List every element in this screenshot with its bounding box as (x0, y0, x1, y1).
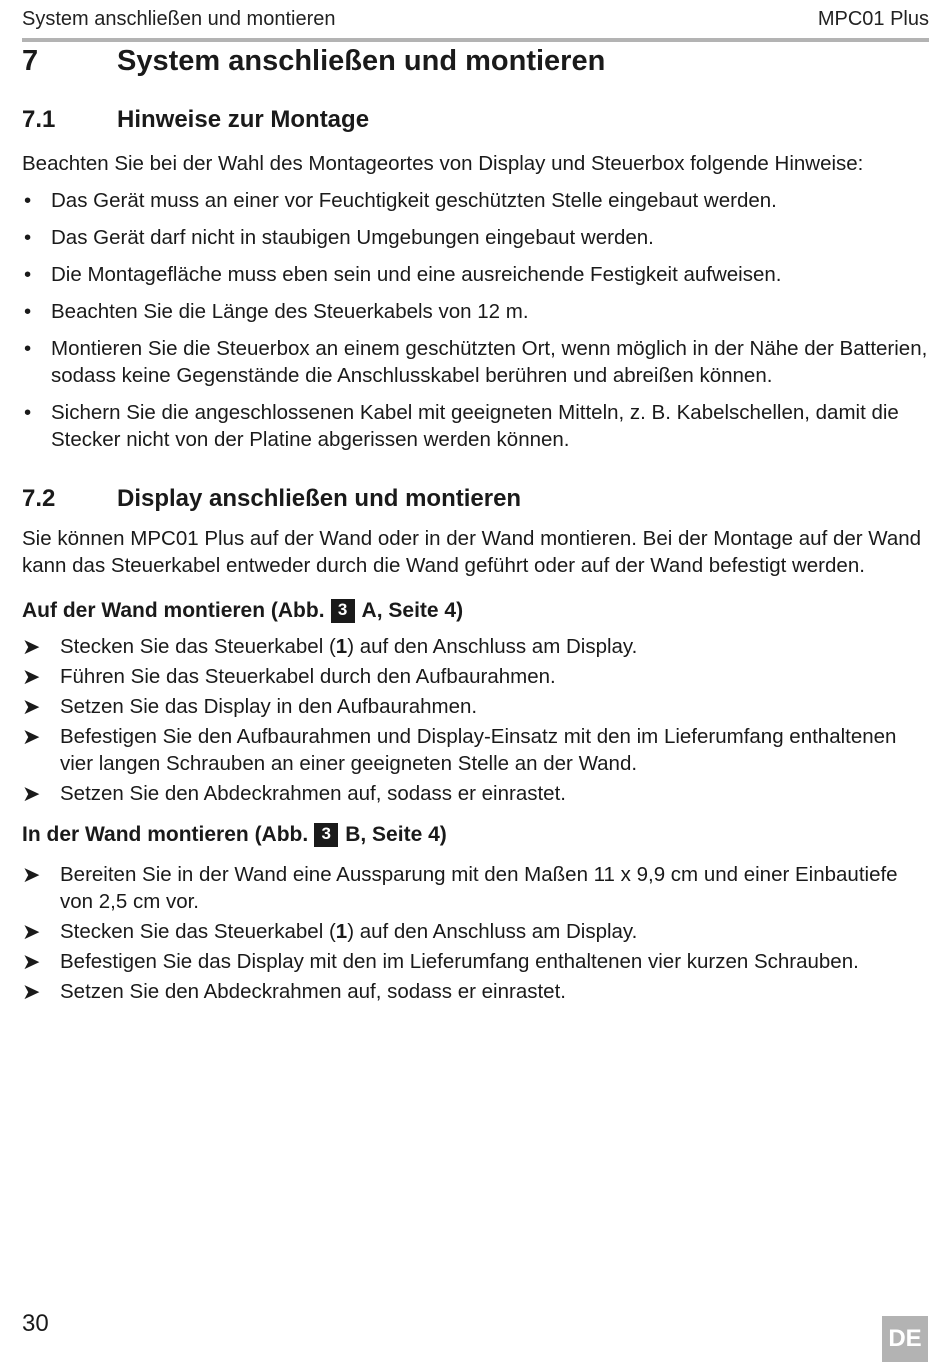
heading-title: System anschließen und montieren (117, 45, 606, 77)
header-chapter-title: System anschließen und montieren (22, 8, 336, 30)
heading-section-7 (22, 42, 928, 82)
bullet-icon: • (24, 337, 32, 360)
arrow-icon: ➤ (22, 694, 41, 719)
intro-paragraph: Beachten Sie bei der Wahl des Montageortes von Display und Steuerbox folgende Hinweise: (22, 152, 864, 175)
list-item: ➤ Setzen Sie den Abdeckrahmen auf, sodass er einrastet. (22, 781, 566, 806)
list-item: ➤ Befestigen Sie das Display mit den im Lieferumfang enthaltenen vier kurzen Schrauben. (22, 949, 859, 974)
page-content (22, 42, 928, 1008)
arrow-icon: ➤ (22, 634, 41, 659)
in-wall-steps (22, 861, 928, 1005)
list-item: ➤ Bereiten Sie in der Wand eine Aussparung mit den Maßen 11 x 9,9 cm und einer Einbautiefe von 2,5 cm vor. (22, 862, 898, 913)
language-badge: DE (882, 1316, 928, 1362)
subheading-in-wall: In der Wand montieren (Abb. 3 B, Seite 4) (22, 823, 447, 846)
list-item: • Das Gerät darf nicht in staubigen Umgebungen eingebaut werden. (24, 226, 654, 249)
heading-number: 7.2 (22, 485, 56, 512)
heading-title: Hinweise zur Montage (117, 106, 370, 133)
bullet-icon: • (24, 300, 32, 323)
mounting-notes-list (22, 187, 928, 453)
page-number: 30 (22, 1310, 49, 1337)
list-item: • Beachten Sie die Länge des Steuerkabels von 12 m. (24, 300, 529, 323)
header-product-name: MPC01 Plus (817, 8, 929, 30)
list-item: ➤ Führen Sie das Steuerkabel durch den Aufbaurahmen. (22, 664, 556, 689)
bullet-icon: • (24, 401, 32, 424)
bullet-icon: • (24, 263, 32, 286)
bullet-icon: • (24, 226, 32, 249)
heading-number: 7 (22, 45, 39, 77)
list-item: • Montieren Sie die Steuerbox an einem geschützten Ort, wenn möglich in der Nähe der Batterien, sodass keine Gegenstände die Anschlusskabel berühren und abreißen können. (24, 337, 928, 387)
arrow-icon: ➤ (22, 724, 41, 749)
list-item: ➤ Setzen Sie das Display in den Aufbaurahmen. (22, 694, 478, 719)
figure-number-badge: 3 (331, 599, 355, 623)
figure-number-badge: 3 (314, 823, 338, 847)
list-item: ➤ Setzen Sie den Abdeckrahmen auf, sodass er einrastet. (22, 979, 566, 1004)
list-item: • Die Montagefläche muss eben sein und eine ausreichende Festigkeit aufweisen. (24, 263, 782, 286)
bullet-icon: • (24, 189, 32, 212)
list-item: ➤ Stecken Sie das Steuerkabel (1) auf den Anschluss am Display. (22, 919, 638, 944)
arrow-icon: ➤ (22, 919, 41, 944)
subheading-on-wall: Auf der Wand montieren (Abb. 3 A, Seite 4) (22, 599, 464, 622)
arrow-icon: ➤ (22, 664, 41, 689)
list-item: • Das Gerät muss an einer vor Feuchtigkeit geschützten Stelle eingebaut werden. (24, 189, 777, 212)
heading-section-7-1 (22, 104, 928, 136)
list-item: • Sichern Sie die angeschlossenen Kabel mit geeigneten Mitteln, z. B. Kabelschellen, damit die Stecker nicht von der Platine abgerissen werden können. (24, 401, 899, 451)
list-item: ➤ Stecken Sie das Steuerkabel (1) auf den Anschluss am Display. (22, 634, 638, 659)
on-wall-steps (22, 633, 928, 807)
arrow-icon: ➤ (22, 949, 41, 974)
arrow-icon: ➤ (22, 862, 41, 887)
running-header (22, 0, 929, 42)
heading-number: 7.1 (22, 106, 56, 133)
heading-title: Display anschließen und montieren (117, 485, 522, 512)
intro-paragraph: Sie können MPC01 Plus auf der Wand oder in der Wand montieren. Bei der Montage auf der Wand kann das Steuerkabel entweder durch die Wand geführt oder auf der Wand befestigt werden. (22, 527, 922, 577)
arrow-icon: ➤ (22, 979, 41, 1004)
heading-section-7-2 (22, 483, 928, 515)
list-item: ➤ Befestigen Sie den Aufbaurahmen und Display-Einsatz mit den im Lieferumfang enthaltenen vier langen Schrauben an einer geeigneten Stelle an der Wand. (22, 724, 897, 775)
arrow-icon: ➤ (22, 781, 41, 806)
